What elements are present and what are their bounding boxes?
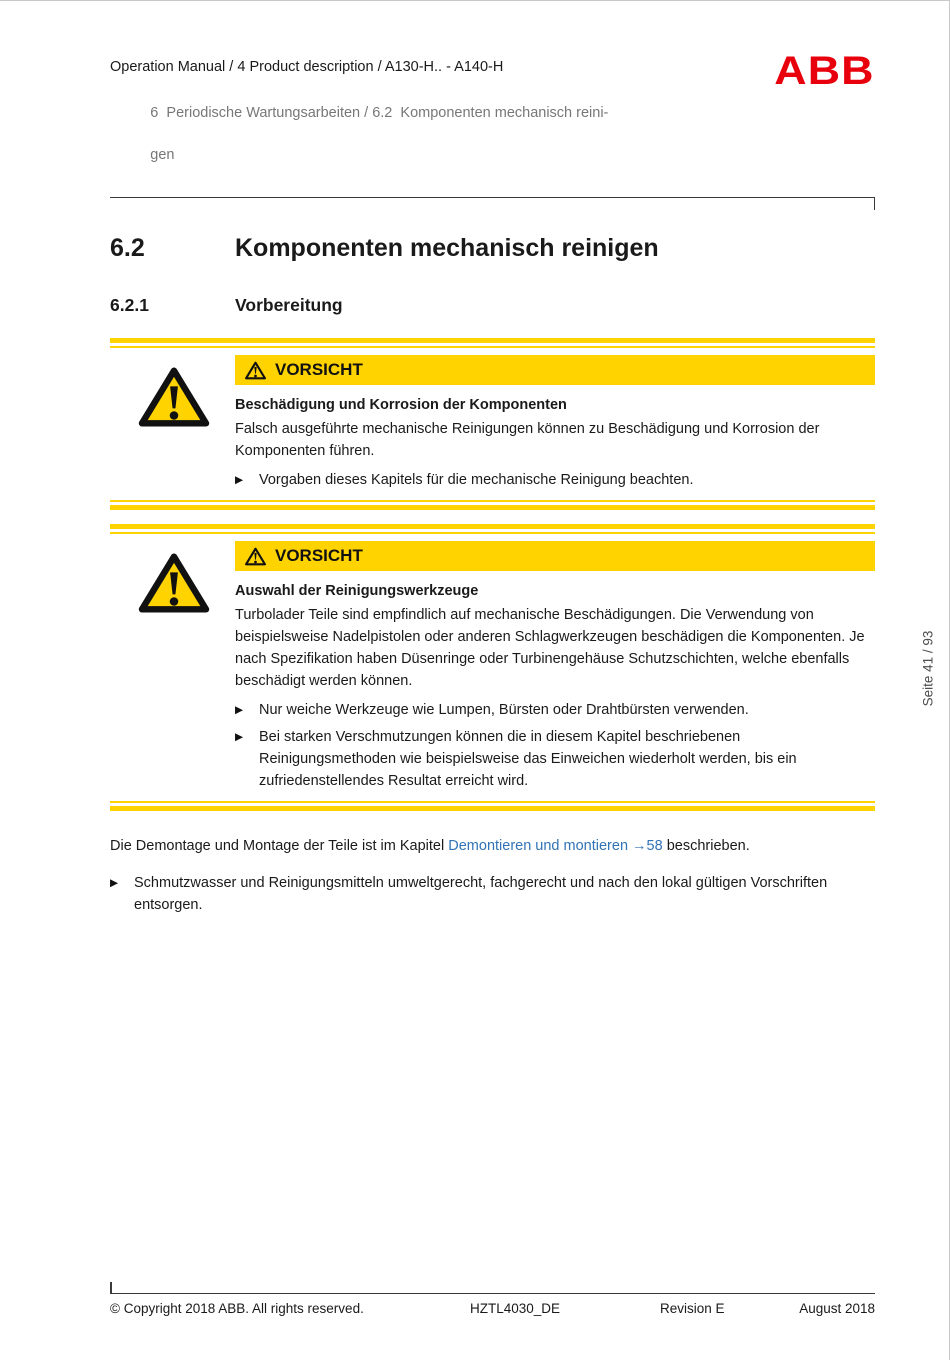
warning-banner-label: VORSICHT (275, 546, 363, 566)
section-heading (110, 234, 875, 263)
bullet-arrow-icon: ▶ (110, 876, 119, 889)
caution-icon (245, 547, 266, 566)
warning-banner (235, 541, 875, 571)
section-number: 6.2 (110, 234, 145, 263)
footer-copyright: © Copyright 2018 ABB. All rights reserved. (110, 1301, 364, 1316)
warning-rule-bottom (110, 500, 875, 510)
warning-title: Auswahl der Reinigungswerkzeuge (235, 583, 479, 600)
page-footer (110, 1293, 875, 1321)
warning-bullet: ▶ Vorgaben dieses Kapitels für die mechanische Reinigung beachten. (235, 469, 875, 491)
warning-banner (235, 355, 875, 385)
crop-mark-left (110, 1282, 112, 1294)
abb-logo: ABB (774, 49, 875, 93)
warning-rule-top (110, 338, 875, 348)
warning-body-text: Falsch ausgeführte mechanische Reinigungen können zu Beschädigung und Korrosion der Komponenten führen. (235, 421, 820, 460)
warning-rule-bottom (110, 801, 875, 811)
warning-triangle-icon (138, 365, 210, 429)
bullet-arrow-icon: ▶ (235, 730, 244, 743)
warning-body-text: Turbolader Teile sind empfindlich auf mechanische Beschädigungen. Die Verwendung von beispielsweise Nadelpistolen oder anderen Schlagwerkzeugen beschädigen die Komponenten. Je nach Spezifikation haben Düsenringe oder Turbinengehäuse Schutzschichten, welche ebenfalls beschädigt werden können. (235, 607, 865, 690)
page-header (110, 49, 875, 187)
footer-date: August 2018 (799, 1301, 875, 1316)
warning-bullet: ▶ Nur weiche Werkzeuge wie Lumpen, Bürsten oder Drahtbürsten verwenden. (235, 699, 875, 721)
body-paragraph: Die Demontage und Montage der Teile ist im Kapitel Demontieren und montieren →58 beschrieben. (110, 838, 750, 855)
chapter-breadcrumb: 6 Periodische Wartungsarbeiten / 6.2 Komponenten mechanisch reini- gen (150, 105, 609, 164)
page-number-sidebar: Seite 41 / 93 (920, 630, 936, 707)
breadcrumb: Operation Manual / 4 Product description / A130-H.. - A140-H (110, 59, 504, 75)
caution-icon (245, 361, 266, 380)
warning-rule-top (110, 524, 875, 534)
warning-banner-label: VORSICHT (275, 360, 363, 380)
chapter-link[interactable]: Demontieren und montieren →58 (448, 838, 663, 855)
bullet-arrow-icon: ▶ (235, 473, 244, 486)
warning-title: Beschädigung und Korrosion der Komponenten (235, 397, 567, 414)
subsection-title: Vorbereitung (235, 295, 343, 316)
footer-revision: Revision E (660, 1301, 725, 1316)
warning-bullet: ▶ Bei starken Verschmutzungen können die in diesem Kapitel beschriebenen Reinigungsmethoden wie beispielsweise das Einweichen wiederholt werden, bis ein zufriedenstellendes Resultat erreicht wird. (235, 726, 875, 792)
disposal-bullet: ▶ Schmutzwasser und Reinigungsmitteln umweltgerecht, fachgerecht und nach den lokal gültigen Vorschriften entsorgen. (110, 872, 875, 916)
header-rule (110, 197, 875, 198)
warning-block-1 (110, 338, 875, 510)
bullet-arrow-icon: ▶ (235, 703, 244, 716)
warning-block-2 (110, 524, 875, 811)
header-breadcrumbs (110, 59, 608, 187)
crop-mark-right (874, 198, 876, 210)
footer-doc-id: HZTL4030_DE (470, 1301, 561, 1316)
warning-triangle-icon (138, 551, 210, 615)
section-title: Komponenten mechanisch reinigen (235, 234, 659, 263)
footer-rule (110, 1293, 875, 1294)
subsection-heading (110, 295, 875, 316)
subsection-number: 6.2.1 (110, 295, 149, 316)
